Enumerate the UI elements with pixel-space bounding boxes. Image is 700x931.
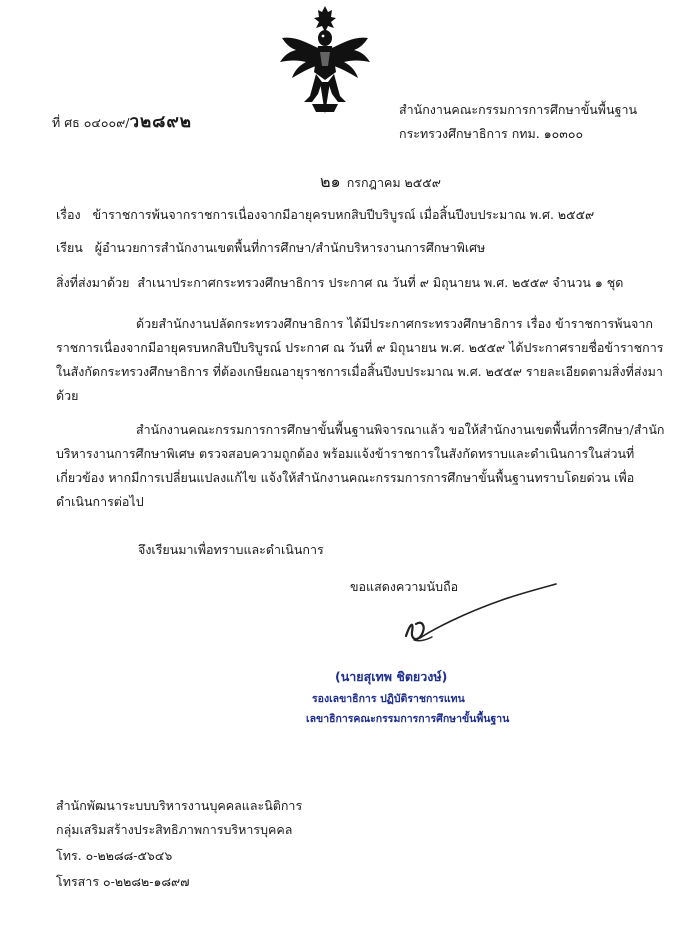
document-number <box>52 108 192 135</box>
enclosure-line <box>56 273 623 293</box>
complimentary-close: ขอแสดงความนับถือ <box>350 579 459 594</box>
body-paragraph-2-text: สำนักงานคณะกรรมการการศึกษาขั้นพื้นฐานพิจารณาแล้ว ขอให้สำนักงานเขตพื้นที่การศึกษา/สำนักบริหารงานการศึกษาพิเศษ ตรวจสอบความถูกต้อง พร้อมแจ้งข้าราชการในสังกัดทราบและดำเนินการในส่วนที่เกี่ยวข้อง หากมีการเปลี่ยนแปลงแก้ไข แจ้งให้สำนักงานคณะกรรมการการศึกษาขั้นพื้นฐานทราบโดยด่วน เพื่อดำเนินการต่อไป <box>56 422 665 509</box>
recipient-label: เรียน <box>56 240 83 255</box>
document-number-handwritten: ว๒๘๙๒ <box>129 112 192 132</box>
body-paragraph-1 <box>56 312 668 408</box>
footer-fax: โทรสาร ๐-๒๒๘๒-๑๘๙๗ <box>56 874 190 889</box>
subject-text: ข้าราชการพ้นจากราชการเนื่องจากมีอายุครบหกสิบปีบริบูรณ์ เมื่อสิ้นปีงบประมาณ พ.ศ. ๒๕๕๙ <box>92 207 595 222</box>
closing-sentence: จึงเรียนมาเพื่อทราบและดำเนินการ <box>138 542 324 557</box>
signer-position-2: เลขาธิการคณะกรรมการการศึกษาขั้นพื้นฐาน <box>306 713 510 725</box>
body-paragraph-2 <box>56 418 668 514</box>
footer-phone: โทร. ๐-๒๒๘๘-๕๖๔๖ <box>56 848 173 863</box>
issuing-ministry-address: กระทรวงศึกษาธิการ กทม. ๑๐๓๐๐ <box>399 126 584 141</box>
recipient-text: ผู้อำนวยการสำนักงานเขตพื้นที่การศึกษา/สำนักบริหารงานการศึกษาพิเศษ <box>94 240 486 255</box>
body-paragraph-1-text: ด้วยสำนักงานปลัดกระทรวงศึกษาธิการ ได้มีประกาศกระทรวงศึกษาธิการ เรื่อง ข้าราชการพ้นจากราชการเนื่องจากมีอายุครบหกสิบปีบริบูรณ์ ประกาศ ณ วันที่ ๙ มิถุนายน พ.ศ. ๒๕๕๙ ได้ประกาศรายชื่อข้าราชการในสังกัดกระทรวงศึกษาธิการ ที่ต้องเกษียณอายุราชการเมื่อสิ้นปีงบประมาณ พ.ศ. ๒๕๕๙ รายละเอียดตามสิ่งที่ส่งมาด้วย <box>56 316 664 403</box>
footer-department: สำนักพัฒนาระบบบริหารงานบุคคลและนิติการ <box>56 798 303 813</box>
subject-label: เรื่อง <box>56 207 81 222</box>
signer-name: (นายสุเทพ ชิตยวงษ์) <box>335 669 448 684</box>
garuda-emblem-icon <box>276 2 374 120</box>
footer-division: กลุ่มเสริมสร้างประสิทธิภาพการบริหารบุคคล <box>56 822 293 837</box>
enclosure-label: สิ่งที่ส่งมาด้วย <box>56 275 130 290</box>
subject-line <box>56 205 594 225</box>
handwritten-signature <box>392 580 562 650</box>
recipient-line <box>56 238 485 258</box>
issuing-organization: สำนักงานคณะกรรมการการศึกษาขั้นพื้นฐาน <box>399 102 638 117</box>
signer-position-1: รองเลขาธิการ ปฏิบัติราชการแทน <box>312 693 465 705</box>
date-month-year: กรกฎาคม ๒๕๕๙ <box>346 175 441 190</box>
enclosure-text: สำเนาประกาศกระทรวงศึกษาธิการ ประกาศ ณ วันที่ ๙ มิถุนายน พ.ศ. ๒๕๕๙ จำนวน ๑ ชุด <box>137 275 624 290</box>
document-date <box>320 170 441 195</box>
date-day-handwritten: ๒๑ <box>320 172 341 191</box>
document-number-label: ที่ ศธ ๐๔๐๐๙/ <box>52 115 130 130</box>
